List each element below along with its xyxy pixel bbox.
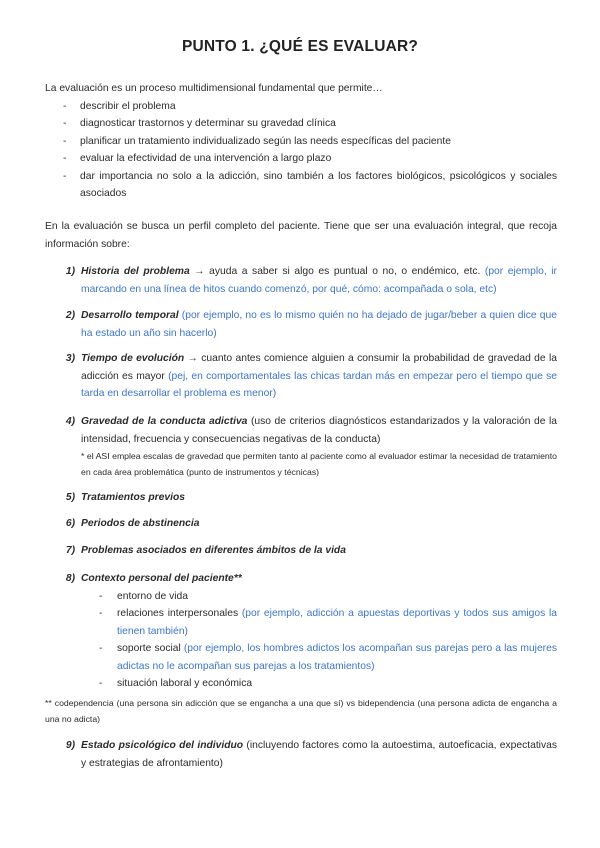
item-number: 4) <box>65 416 75 427</box>
item-number: 9) <box>65 740 75 751</box>
item-number: 1) <box>65 266 75 277</box>
sub-list-item <box>81 605 557 640</box>
intro-text: La evaluación es un proceso multidimensional fundamental que permite… <box>45 83 383 94</box>
list-item-6 <box>45 515 557 533</box>
item-example: (por ejemplo, no es lo mismo quién no ha dejado de jugar/beber a quien dice que ha estado un año sin hacerlo) <box>81 310 557 339</box>
list-item-9 <box>45 737 557 772</box>
list-item-7 <box>45 542 557 560</box>
item-number: 2) <box>65 310 75 321</box>
purpose-item: - planificar un tratamiento individualizado según las needs específicas del paciente <box>45 133 557 151</box>
codependency-footnote: ** codependencia (una persona sin adicción que se engancha a una que sí) vs bidependencia (una persona adicta de engancha a una no adicta) <box>45 698 557 724</box>
item-heading: Estado psicológico del individuo <box>81 740 244 751</box>
item-number: 5) <box>65 492 75 503</box>
context-sublist <box>81 588 557 693</box>
item-heading: Periodos de abstinencia <box>81 518 200 529</box>
item-heading: Contexto personal del paciente** <box>81 573 242 584</box>
sub-item-text: relaciones interpersonales <box>117 608 242 619</box>
item-text: (incluyendo factores como la autoestima, autoeficacia, expectativas y estrategias de afrontamiento) <box>81 740 557 769</box>
sub-list-item <box>81 588 557 606</box>
purpose-list <box>45 98 557 203</box>
purpose-item: - diagnosticar trastornos y determinar su gravedad clínica <box>45 115 557 133</box>
purpose-item: - describir el problema <box>45 98 557 116</box>
item-number: 7) <box>65 545 75 556</box>
item-heading: Tiempo de evolución <box>81 353 185 364</box>
item-heading: Problemas asociados en diferentes ámbitos de la vida <box>81 545 346 556</box>
list-item-8 <box>45 570 557 693</box>
sub-list-item <box>81 640 557 675</box>
list-item-1 <box>45 263 557 298</box>
purpose-item: - dar importancia no solo a la adicción, sino también a los factores biológicos, psicológicos y sociales asociados <box>45 168 557 203</box>
list-item-2 <box>45 307 557 342</box>
sub-list-item <box>81 675 557 693</box>
integral-paragraph: En la evaluación se busca un perfil completo del paciente. Tiene que ser una evaluación integral, que recoja información sobre: <box>45 221 557 250</box>
item-footnote: * el ASI emplea escalas de gravedad que permiten tanto al paciente como al evaluador estimar la necesidad de tratamiento en cada área problemática (punto de instrumentos y técnicas) <box>81 451 557 477</box>
sub-item-text: soporte social <box>117 643 184 654</box>
item-heading: Tratamientos previos <box>81 492 185 503</box>
list-item-4 <box>45 413 557 480</box>
item-heading: Historia del problema <box>81 266 190 277</box>
sub-item-text: situación laboral y económica <box>117 678 253 689</box>
item-number: 6) <box>65 518 75 529</box>
list-item-3 <box>45 350 557 403</box>
list-item-5 <box>45 489 557 507</box>
item-heading: Gravedad de la conducta adictiva <box>81 416 248 427</box>
item-number: 8) <box>65 573 75 584</box>
sub-item-text: entorno de vida <box>117 590 188 602</box>
page-title: PUNTO 1. ¿QUÉ ES EVALUAR? <box>181 38 419 55</box>
item-text: (uso de criterios diagnósticos estandarizados y la valoración de la intensidad, frecuencia y consecuencias negativas de la conducta) <box>81 416 558 445</box>
item-heading: Desarrollo temporal <box>81 310 179 321</box>
intro-section <box>45 80 557 203</box>
item-example: (pej, en comportamentales las chicas tardan más en empezar pero el tiempo que se tarda en desarrollar el problema es menor) <box>81 370 557 399</box>
sub-item-example: (por ejemplo, adicción a apuestas deportivas y todos sus amigos la tienen también) <box>117 608 558 637</box>
item-text: → ayuda a saber si algo es puntual o no, o endémico, etc. <box>189 266 485 277</box>
item-example: (por ejemplo, ir marcando en una línea de hitos cuando comenzó, por qué, cómo: acompañada o sola, etc) <box>81 266 557 295</box>
item-number: 3) <box>65 353 75 364</box>
item-text: → cuanto antes comience alguien a consumir la probabilidad de gravedad de la adicción es mayor <box>81 353 557 382</box>
sub-item-example: (por ejemplo, los hombres adictos los acompañan sus parejas pero a las mujeres adictas no le acompañan sus parejas a los tratamientos) <box>117 643 557 672</box>
purpose-item: - evaluar la efectividad de una intervención a largo plazo <box>45 150 557 168</box>
